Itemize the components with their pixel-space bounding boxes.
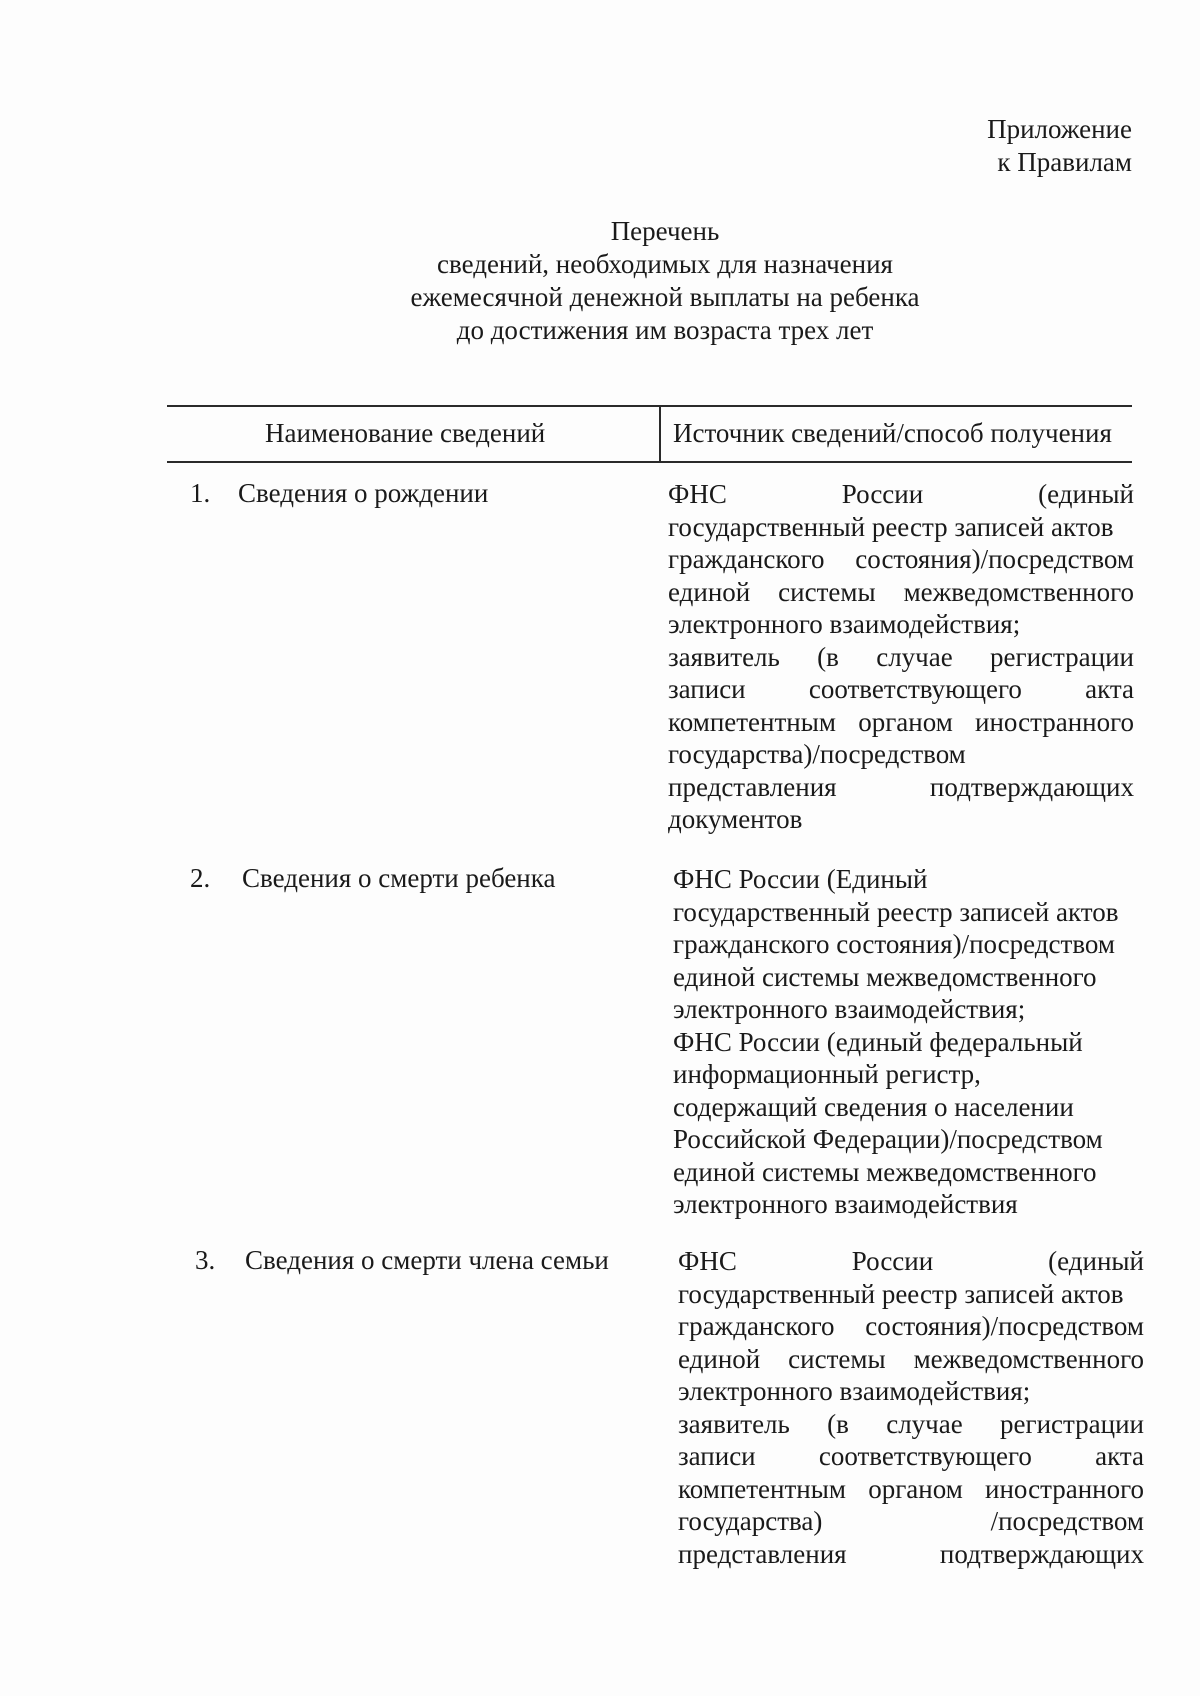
- source-line: записи соответствующего акта: [678, 1441, 1144, 1471]
- column-header-source: Источник сведений/способ получения: [673, 418, 1112, 448]
- source-line: заявитель (в случае регистрации: [668, 641, 1134, 672]
- table-header-rule: [167, 461, 1132, 463]
- title-line: до достижения им возраста трех лет: [456, 315, 874, 345]
- source-line: компетентным органом иностранного: [668, 706, 1134, 737]
- source-line: ФНС России (единый: [678, 1246, 1144, 1276]
- source-line: компетентным органом иностранного: [678, 1473, 1144, 1504]
- source-line: единой системы межведомственного: [668, 576, 1134, 607]
- row-source: [678, 1245, 1144, 1570]
- source-line: государственный реестр записей актов: [673, 896, 1119, 927]
- source-line: Российской Федерации)/посредством: [673, 1124, 1103, 1154]
- source-line: записи соответствующего акта: [668, 674, 1134, 704]
- row-name: Сведения о рождении: [238, 478, 489, 508]
- row-source: [668, 478, 1134, 836]
- appendix-line: Приложение: [987, 114, 1132, 144]
- source-line: гражданского состояния)/посредством: [673, 929, 1115, 959]
- table-top-rule: [167, 405, 1132, 407]
- row-name: Сведения о смерти члена семьи: [245, 1245, 609, 1275]
- row-source: [673, 863, 1139, 1221]
- source-line: представления подтверждающих: [678, 1538, 1144, 1569]
- source-line: ФНС России (Единый: [673, 864, 928, 894]
- source-line: государства)/посредством: [668, 739, 966, 769]
- row-number: 1.: [190, 478, 211, 508]
- source-line: документов: [668, 804, 803, 834]
- source-line: информационный регистр,: [673, 1059, 981, 1089]
- source-line: заявитель (в случае регистрации: [678, 1408, 1144, 1439]
- row-number: 2.: [190, 863, 211, 893]
- title-line: Перечень: [610, 216, 720, 246]
- column-header-name: Наименование сведений: [265, 418, 546, 448]
- source-line: представления подтверждающих: [668, 771, 1134, 802]
- appendix-line: к Правилам: [997, 147, 1132, 177]
- source-line: гражданского состояния)/посредством: [668, 544, 1134, 574]
- appendix-note: [987, 113, 1132, 179]
- source-line: гражданского состояния)/посредством: [678, 1311, 1144, 1341]
- source-line: электронного взаимодействия;: [668, 609, 1021, 639]
- source-line: ФНС России (единый федеральный: [673, 1026, 1083, 1057]
- source-line: электронного взаимодействия;: [678, 1376, 1031, 1406]
- source-line: государственный реестр записей актов: [668, 511, 1114, 542]
- source-line: ФНС России (единый: [668, 479, 1134, 509]
- source-line: электронного взаимодействия: [673, 1189, 1018, 1219]
- title-line: сведений, необходимых для назначения: [437, 249, 893, 279]
- source-line: единой системы межведомственного: [673, 961, 1097, 992]
- source-line: государственный реестр записей актов: [678, 1278, 1124, 1309]
- table-header-divider: [659, 405, 661, 462]
- row-number: 3.: [195, 1245, 216, 1275]
- title-line: ежемесячной денежной выплаты на ребенка: [410, 282, 920, 312]
- source-line: единой системы межведомственного: [673, 1156, 1097, 1187]
- source-line: содержащий сведения о населении: [673, 1091, 1074, 1122]
- source-line: единой системы межведомственного: [678, 1343, 1144, 1374]
- source-line: государства) /посредством: [678, 1506, 1144, 1536]
- document-title: [360, 215, 970, 347]
- row-name: Сведения о смерти ребенка: [242, 863, 556, 893]
- source-line: электронного взаимодействия;: [673, 994, 1026, 1024]
